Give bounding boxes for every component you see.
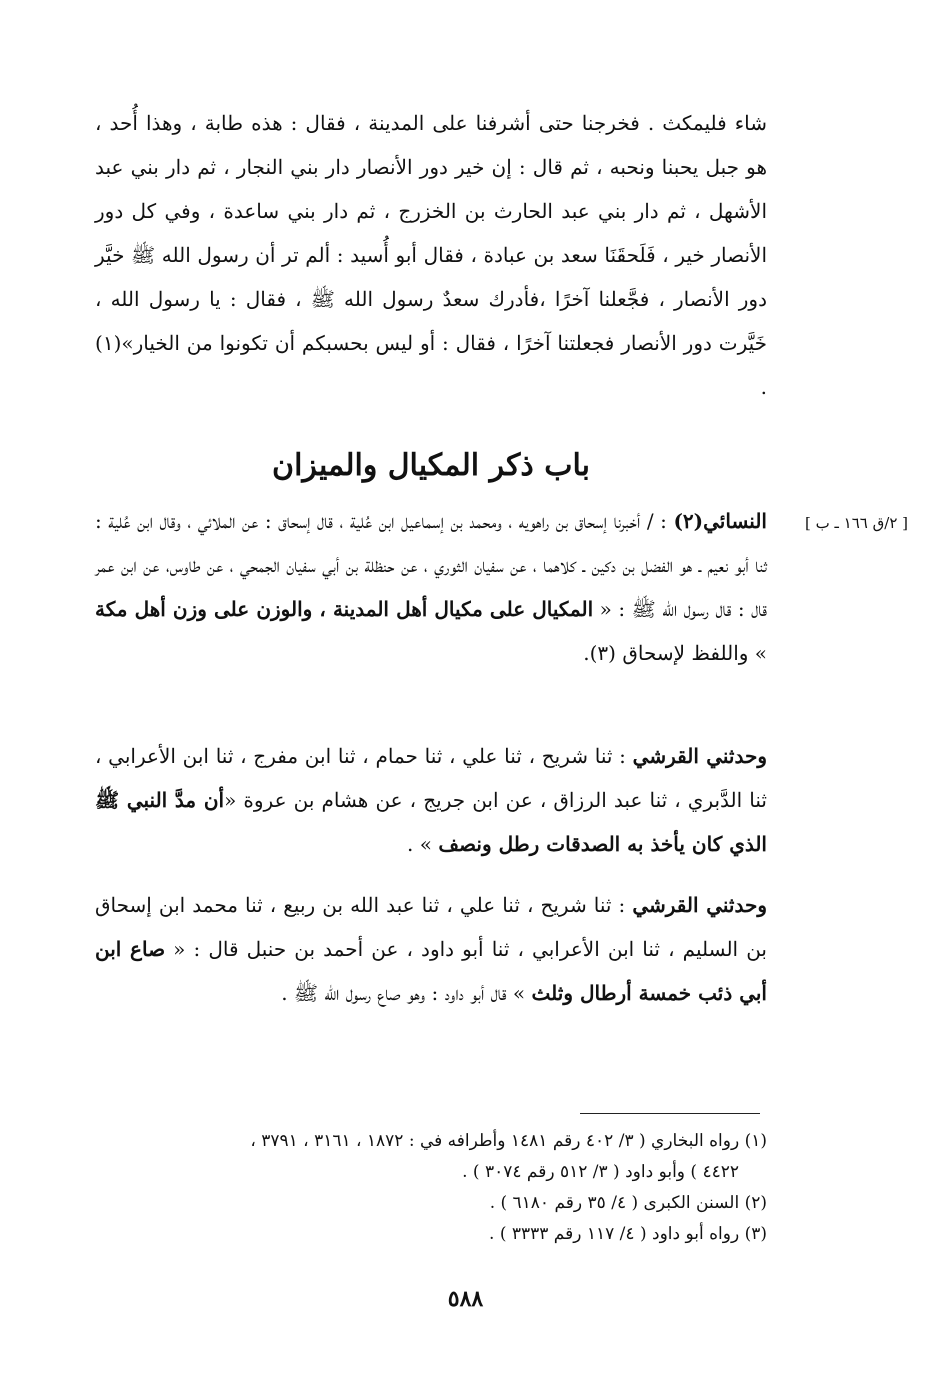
isnad-text: : ثنا شريح ، ثنا علي ، ثنا عبد الله بن ربيع ، ثنا محمد ابن إسحاق بن السليم ، ثنا ابن الأعرابي ، ثنا أبو داود ، عن أحمد بن حنبل قال : « [95, 893, 767, 961]
isnad-text: : ثنا شريح ، ثنا علي ، ثنا حمام ، ثنا ابن مفرج ، ثنا ابن الأعرابي ، ثنا الدَّبري ، ثنا عبد الرزاق ، عن ابن جريج ، عن هشام بن عروة « [95, 744, 767, 812]
footnote-divider [580, 1113, 760, 1114]
paragraph-tail: » قال أبو داود : وهو صاع رسول الله ﷺ . [281, 981, 532, 1005]
manuscript-folio-note: [ ٢/ق ١٦٦ ـ ب ] [805, 514, 908, 532]
footnote-2: (٢) السنن الكبرى ( ٤/ ٣٥ رقم ٦١٨٠ ) . [489, 1193, 767, 1213]
hadith-matn: المكيال على مكيال أهل المدينة ، والوزن على وزن أهل مكة [95, 597, 594, 621]
footnote-3: (٣) رواه أبو داود ( ٤/ ١١٧ رقم ٣٣٣٣ ) . [489, 1224, 767, 1244]
narrator-lead: النسائي(٢) [673, 509, 767, 533]
paragraph-tail: » واللفظ لإسحاق (٣). [583, 641, 767, 665]
footnotes [95, 1126, 767, 1250]
hadith-matn: أن مدَّ النبي ﷺ الذي كان يأخذ به الصدقات رطل ونصف [95, 788, 767, 856]
intro-text: شاء فليمكث . فخرجنا حتى أشرفنا على المدينة ، فقال : هذه طابة ، وهذا أُحد ، هو جبل يحبنا ونحبه ، ثم قال : إن خير دور الأنصار دار بني النجار ، ثم دار بني عبد الأشهل ، ثم دار بني عبد الحارث بن الخزرج ، ثم دار بني ساعدة ، وفي كل دور الأنصار خير ، فَلَحقَنَا سعد بن عبادة ، فقال أبو أُسيد : ألم تر أن رسول الله ﷺ خيَّر دور الأنصار ، فجَّعلنا آخرًا ،فأدرك سعدٌ رسول الله ﷺ ، فقال : يا رسول الله ، خَيَّرت دور الأنصار فجعلتنا آخرًا ، فقال : أو ليس بحسبكم أن تكونوا من الخيار»(١) . [95, 111, 767, 399]
narrator-lead: وحدثني القرشي [632, 893, 768, 917]
hadith-paragraph-qurashi-2 [95, 883, 767, 1015]
page-number: ٥٨٨ [447, 1286, 484, 1312]
footnote-1: (١) رواه البخاري ( ٣/ ٤٠٢ رقم ١٤٨١ وأطرافه في : ١٨٧٢ ، ٣١٦١ ، ٣٧٩١ ، [250, 1131, 767, 1151]
narrator-lead: وحدثني القرشي [632, 744, 768, 768]
hadith-paragraph-nasai [95, 499, 767, 675]
hadith-paragraph-qurashi-1 [95, 734, 767, 866]
paragraph-tail: » . [407, 832, 439, 856]
intro-paragraph [95, 101, 767, 409]
chapter-heading: باب ذكر المكيال والميزان [272, 448, 590, 483]
hadith-matn: صاع ابن أبي ذئب خمسة أرطال وثلث [95, 937, 767, 1005]
isnad-text: : / أخبرنا إسحاق بن راهويه ، ومحمد بن إسماعيل ابن عُلية ، قال إسحاق : عن الملائي ، وقال ابن عُلية : ثنا أبو نعيم ـ هو الفضل بن دكين ـ كلاهما ، عن سفيان الثوري ، عن حنظلة بن أبي سفيان الجمحي ، عن طاوس، عن ابن عمر قال : قال رسول الله ﷺ : « [95, 509, 768, 621]
footnote-1-continued: ٤٤٢٢ ) وأبو داود ( ٣/ ٥١٢ رقم ٣٠٧٤ ) . [462, 1162, 739, 1182]
